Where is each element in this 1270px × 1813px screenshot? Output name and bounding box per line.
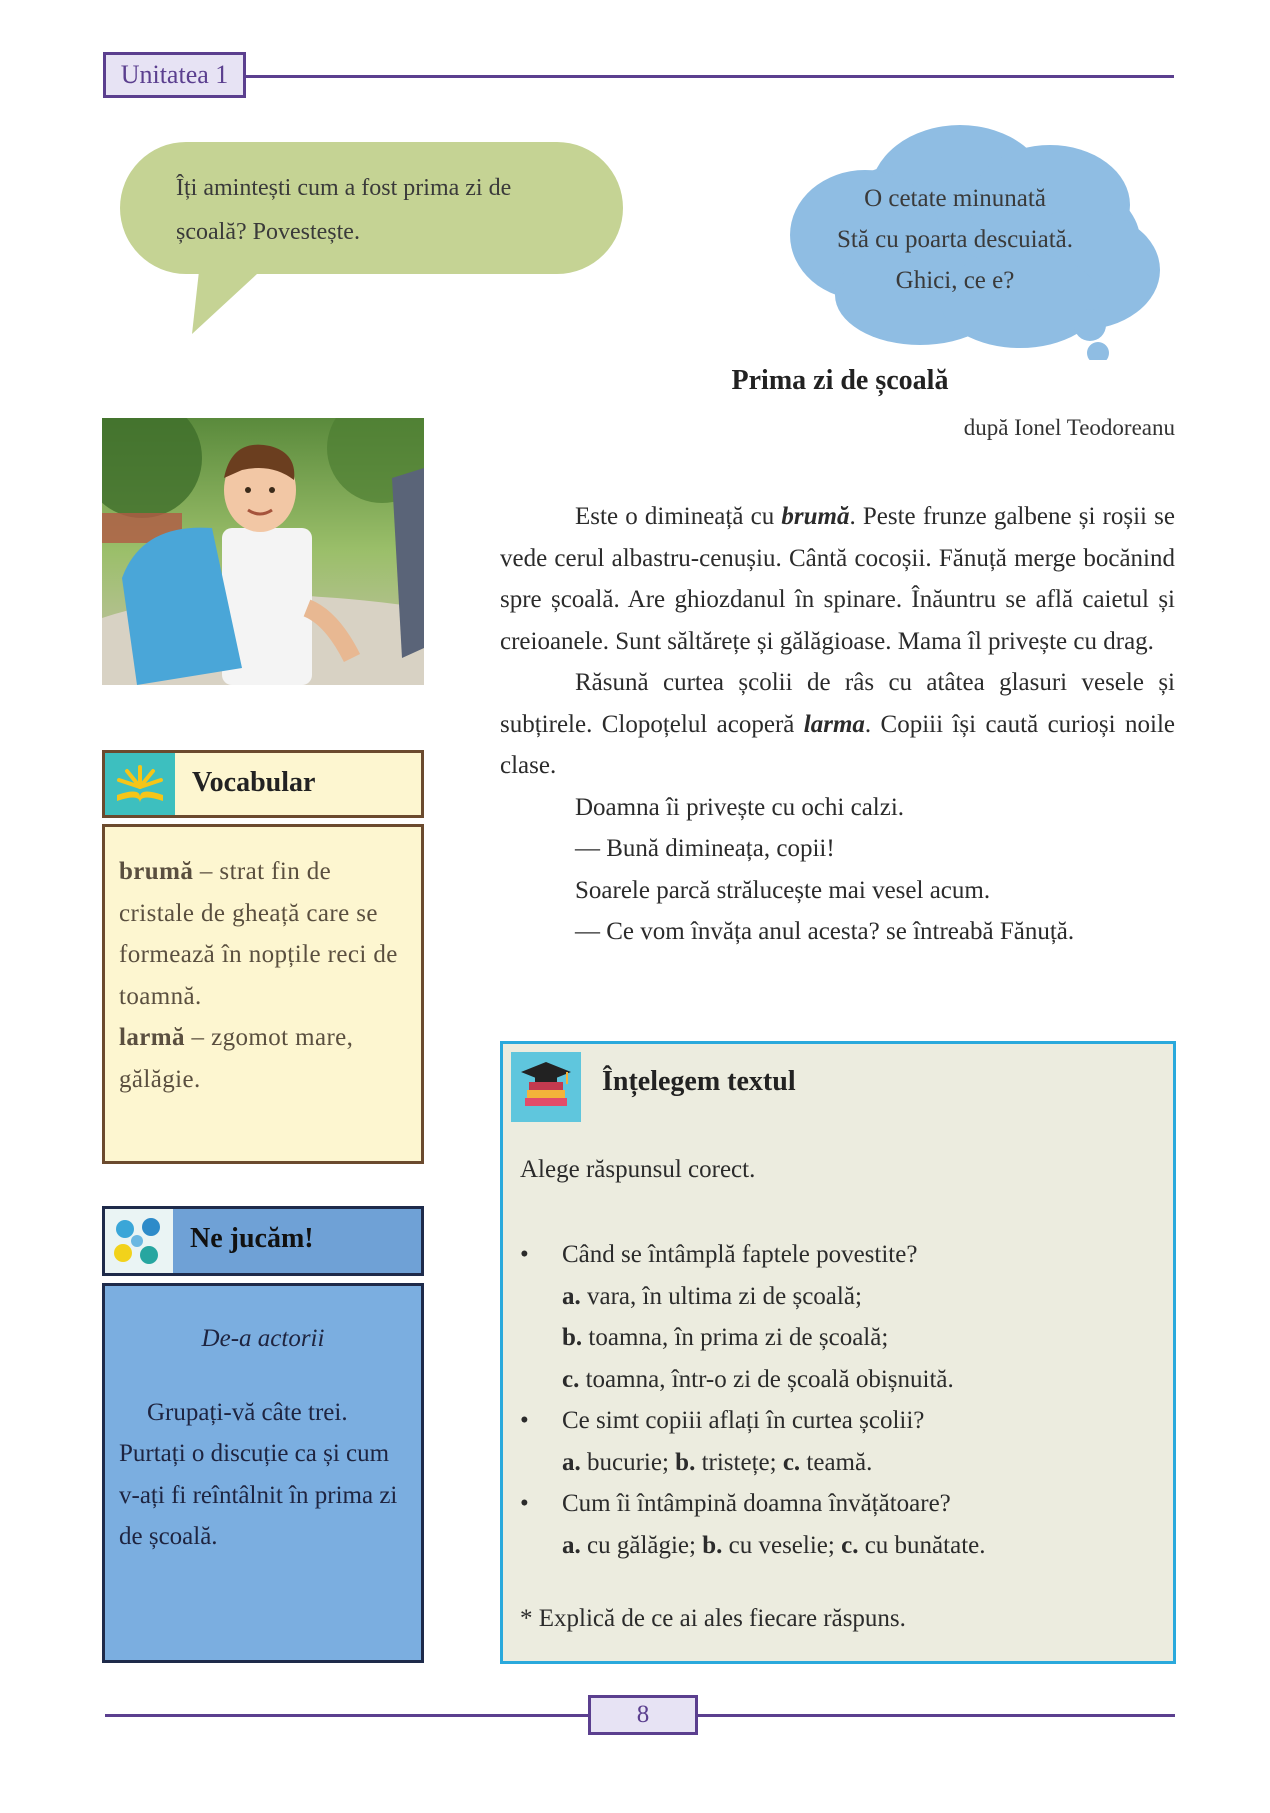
vocab-header (102, 750, 424, 818)
unit-label: Unitatea 1 (103, 52, 246, 98)
hands-icon (105, 1209, 173, 1273)
answer-option: a. vara, în ultima zi de școală; (562, 1282, 862, 1310)
question: • Ce simt copiii aflați în curtea școlii? (520, 1407, 925, 1434)
answer-option: c. toamna, într-o zi de școală obișnuită. (562, 1365, 954, 1393)
question: • Cum îi întâmpină doamna învățătoare? (520, 1490, 951, 1517)
story-author: după Ionel Teodoreanu (963, 415, 1175, 440)
story-line: — Bună dimineața, copii! (575, 835, 835, 862)
game-text: Grupați-vă câte trei. Purtați o discuție ca și cum v-ați fi reîntâlnit în prima zi de școală. (119, 1398, 398, 1550)
comprehension-instruction: Alege răspunsul corect. (520, 1156, 756, 1183)
game-box (102, 1283, 424, 1663)
story-text (500, 496, 1175, 953)
riddle-line: O cetate minunată (864, 185, 1046, 212)
comprehension-title: Înțelegem textul (602, 1066, 796, 1097)
graduation-books-icon (511, 1052, 581, 1122)
question-list (520, 1234, 1160, 1566)
book-icon (105, 753, 175, 815)
story-paragraph: Este o dimineață cu brumă. Peste frunze galbene și roșii se vede cerul albastru-cenușiu. Cântă cocoșii. Fănuță merge bocănind spre școală. Are ghiozdanul în spinare. Înăuntru se află caietul și creioanele. Sunt săltărețe și gălăgioase. Mama îl privește cu drag. (500, 503, 1175, 655)
header-divider (246, 75, 1174, 78)
story-line: Soarele parcă strălucește mai vesel acum. (575, 876, 991, 904)
vocab-entry: brumă – strat fin de cristale de gheață care se formează în nopțile reci de toamnă. (119, 858, 398, 1010)
riddle-line: Ghici, ce e? (895, 267, 1015, 294)
story-title: Prima zi de școală (731, 365, 949, 396)
comprehension-box (500, 1041, 1176, 1664)
story-line: Doamna îi privește cu ochi calzi. (575, 793, 905, 821)
comprehension-note: * Explică de ce ai ales fiecare răspuns. (520, 1605, 906, 1632)
riddle-text (790, 178, 1120, 301)
answer-option: b. toamna, în prima zi de școală; (562, 1324, 889, 1351)
question: • Când se întâmplă faptele povestite? (520, 1241, 918, 1268)
riddle-line: Stă cu poarta descuiată. (836, 226, 1073, 253)
game-subtitle: De-a actorii (201, 1325, 325, 1352)
vocab-box (102, 824, 424, 1164)
answer-options: a. cu gălăgie; b. cu veselie; c. cu bunătate. (562, 1531, 986, 1559)
answer-options: a. bucurie; b. tristețe; c. teamă. (562, 1448, 873, 1476)
story-line: — Ce vom învăța anul acesta? se întreabă Fănuță. (575, 918, 1075, 945)
game-title: Ne jucăm! (190, 1223, 314, 1254)
speech-bubble-text: Îți amintești cum a fost prima zi de școală? Povestește. (176, 175, 512, 245)
vocab-title: Vocabular (192, 767, 316, 798)
game-header (102, 1206, 424, 1276)
vocab-entry: larmă – zgomot mare, gălăgie. (119, 1024, 354, 1093)
page-number: 8 (588, 1695, 698, 1735)
story-paragraph: Răsună curtea școlii de râs cu atâtea glasuri vesele și subțirele. Clopoțelul acoperă larma. Copiii își caută curioși noile clase. (500, 669, 1175, 779)
photo-schoolboy (102, 418, 424, 685)
